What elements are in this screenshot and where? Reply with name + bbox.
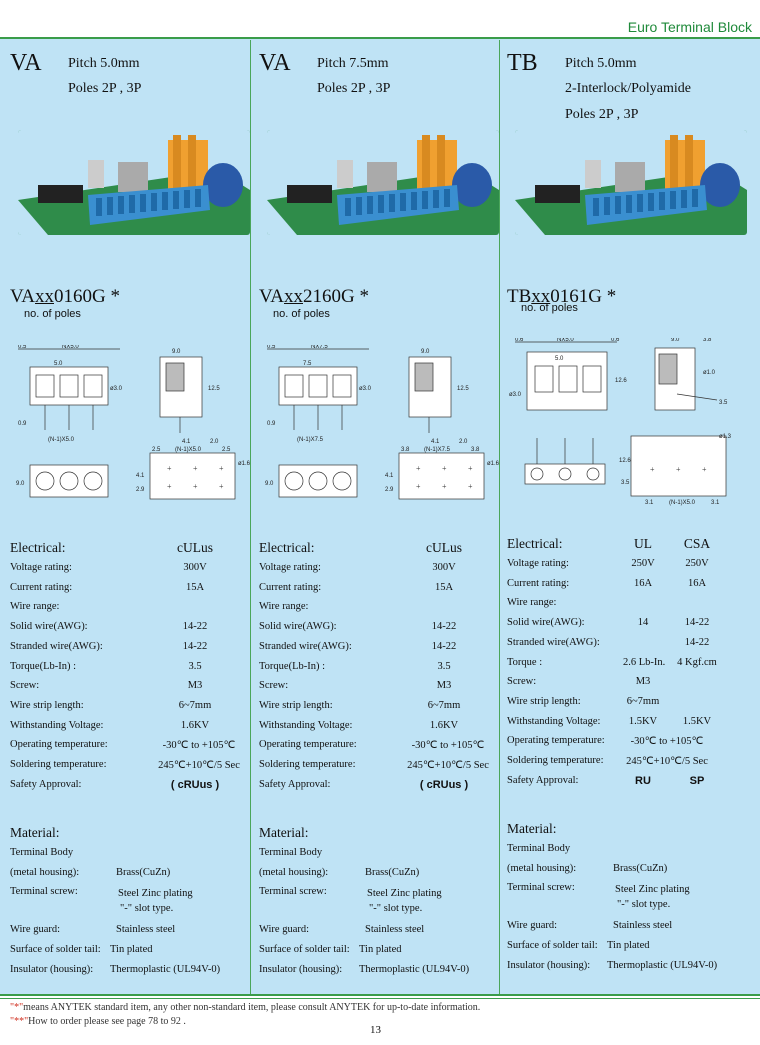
- dimension-drawing: [259, 345, 505, 515]
- spec-label: Screw:: [259, 680, 289, 692]
- material-heading: Material:: [10, 825, 60, 840]
- dimension-drawing: [507, 338, 753, 508]
- spec-label: Safety Approval:: [507, 774, 579, 786]
- svg-text:+: +: [468, 482, 473, 491]
- spec-value: 14-22: [684, 636, 710, 648]
- svg-text:+: +: [468, 464, 473, 473]
- spec-value: 6~7mm: [427, 699, 461, 711]
- dim-label: 0.9: [18, 421, 27, 427]
- dimension-drawing-area: [10, 345, 256, 520]
- spec-value: ( cRUus ): [170, 778, 220, 791]
- dim-label: 12.6: [619, 458, 631, 464]
- material-label: (metal housing):: [259, 867, 329, 878]
- dim-label: 2.5: [152, 447, 161, 453]
- material-label: Wire guard:: [507, 920, 558, 931]
- dim-label: NX5.0: [62, 345, 79, 350]
- material-label: Terminal Body: [259, 847, 323, 858]
- spec-value: 14-22: [431, 621, 457, 633]
- dim-label: 2.5: [222, 447, 231, 453]
- spec-value: 15A: [434, 581, 454, 593]
- material-value: "-" slot type.: [617, 899, 671, 910]
- spec-value: 250V: [631, 558, 655, 569]
- material-value: "-" slot type.: [120, 903, 174, 914]
- product-photo: [18, 130, 250, 235]
- model-number: TBxx0161G *: [507, 286, 617, 307]
- model-number: VAxx2160G *: [259, 286, 369, 307]
- dim-label: 2.0: [459, 439, 468, 445]
- material-value: Tin plated: [359, 944, 402, 955]
- spec-label: Stranded wire(AWG):: [259, 640, 352, 652]
- dim-label: 12.5: [208, 386, 220, 392]
- spec-value: 4 Kgf.cm: [677, 656, 717, 668]
- dim-label: 3.5: [719, 400, 728, 406]
- material-label: Surface of solder tail:: [10, 944, 101, 955]
- material-label: Terminal screw:: [507, 882, 575, 893]
- series-code: VA: [10, 50, 42, 76]
- spec-label: Voltage rating:: [259, 562, 321, 573]
- material-label: Wire guard:: [259, 924, 310, 935]
- spec-value: 15A: [185, 581, 205, 593]
- dim-label: 9.0: [671, 338, 680, 343]
- spec-value: M3: [635, 676, 651, 688]
- pcb-photo: [18, 130, 250, 235]
- dim-label: 0.6: [515, 338, 524, 343]
- spec-label: Screw:: [10, 680, 40, 692]
- material-value: Thermoplastic (UL94V-0): [359, 964, 470, 975]
- product-column-va-5: [10, 40, 256, 994]
- dim-label: 4.1: [136, 473, 145, 479]
- material-label: Insulator (housing):: [259, 964, 343, 975]
- spec-value: 300V: [432, 562, 456, 573]
- material-value: Thermoplastic (UL94V-0): [607, 960, 718, 971]
- spec-label: Current rating:: [259, 581, 322, 593]
- spec-label: Voltage rating:: [507, 558, 569, 569]
- series-spec: Poles 2P , 3P: [565, 107, 639, 122]
- dim-label: NX7.5: [311, 345, 328, 350]
- spec-value: M3: [187, 680, 203, 692]
- dim-label: 0.9: [267, 421, 276, 427]
- svg-text:+: +: [167, 464, 172, 473]
- dim-label: 9.0: [265, 481, 274, 487]
- material-value: Steel Zinc plating: [367, 888, 442, 899]
- dim-label: 3.8: [703, 338, 712, 343]
- svg-text:+: +: [676, 465, 681, 474]
- dimension-drawing-area: [259, 345, 505, 520]
- spec-label: Current rating:: [10, 581, 73, 593]
- dim-label: 2.9: [136, 487, 145, 493]
- spec-value: 14-22: [431, 640, 457, 652]
- spec-value: 14: [637, 617, 649, 629]
- svg-text:+: +: [219, 482, 224, 491]
- dim-label: 9.0: [16, 481, 25, 487]
- material-label: Insulator (housing):: [10, 964, 94, 975]
- dim-label: 9.0: [421, 349, 430, 355]
- spec-value: 6~7mm: [626, 695, 660, 707]
- svg-text:+: +: [416, 464, 421, 473]
- spec-label: Stranded wire(AWG):: [10, 640, 103, 652]
- material-label: Insulator (housing):: [507, 960, 591, 971]
- dimension-drawing: [10, 345, 256, 515]
- series-code: TB: [507, 50, 538, 76]
- spec-label: Wire range:: [507, 597, 557, 609]
- material-value: "-" slot type.: [369, 903, 423, 914]
- dim-label: 9.0: [172, 349, 181, 355]
- spec-value: 1.5KV: [628, 715, 658, 727]
- spec-label: Safety Approval:: [10, 778, 82, 790]
- dim-label: 4.1: [385, 473, 394, 479]
- svg-text:+: +: [193, 482, 198, 491]
- spec-label: Solid wire(AWG):: [507, 617, 585, 629]
- spec-value: 2.6 Lb-In.: [623, 656, 666, 668]
- spec-value: SP: [689, 774, 705, 787]
- material-label: Wire guard:: [10, 924, 61, 935]
- dim-label: (N-1)X5.0: [175, 447, 202, 453]
- dim-label: ø3.0: [509, 392, 522, 398]
- pcb-photo: [267, 130, 499, 235]
- svg-text:+: +: [442, 482, 447, 491]
- dim-label: 5.0: [54, 361, 63, 367]
- material-value: Brass(CuZn): [365, 867, 420, 878]
- dim-label: 3.8: [471, 447, 480, 453]
- spec-value: 1.5KV: [682, 715, 712, 727]
- dim-label: 0.5: [18, 345, 27, 350]
- spec-label: Soldering temperature:: [10, 759, 107, 770]
- spec-label: Wire strip length:: [507, 695, 581, 707]
- series-code: VA: [259, 50, 291, 76]
- dim-label: 3.1: [645, 500, 654, 506]
- spec-label: Wire range:: [259, 601, 309, 613]
- product-photo: [267, 130, 499, 235]
- series-spec: Pitch 5.0mm: [68, 56, 140, 71]
- spec-value: RU: [635, 774, 651, 787]
- electrical-heading: Electrical:: [507, 536, 563, 551]
- material-heading: Material:: [507, 821, 557, 836]
- pcb-photo: [515, 130, 747, 235]
- material-label: Terminal screw:: [10, 886, 78, 897]
- svg-text:+: +: [442, 464, 447, 473]
- spec-label: Solid wire(AWG):: [10, 621, 88, 633]
- material-label: (metal housing):: [507, 863, 577, 874]
- dim-label: ø1.6: [487, 461, 500, 467]
- spec-label: Withstanding Voltage:: [259, 719, 353, 731]
- svg-text:+: +: [167, 482, 172, 491]
- electrical-heading: Electrical:: [259, 540, 315, 555]
- spec-value: ( cRUus ): [419, 778, 469, 791]
- spec-value: 14-22: [182, 621, 208, 633]
- spec-value: 300V: [183, 562, 207, 573]
- material-label: Terminal Body: [507, 843, 571, 854]
- material-label: Terminal screw:: [259, 886, 327, 897]
- page-number: 13: [370, 1024, 381, 1036]
- spec-label: Soldering temperature:: [259, 759, 356, 770]
- material-value: Steel Zinc plating: [118, 888, 193, 899]
- spec-label: Operating temperature:: [10, 739, 108, 751]
- dim-label: 7.5: [303, 361, 312, 367]
- material-value: Stainless steel: [613, 920, 673, 931]
- footnote-standard: "*"means ANYTEK standard item, any other non-standard item, please consult ANYTEK for up-to-date information.: [10, 1002, 481, 1013]
- page-title: Euro Terminal Block: [627, 19, 752, 35]
- spec-value: 1.6KV: [180, 719, 210, 731]
- spec-label: Wire strip length:: [259, 699, 333, 711]
- dim-label: 4.1: [431, 439, 440, 445]
- cert-header: UL: [634, 536, 652, 551]
- dim-label: 0.6: [611, 338, 620, 343]
- material-label: Surface of solder tail:: [259, 944, 350, 955]
- spec-label: Wire strip length:: [10, 699, 84, 711]
- material-value: Tin plated: [607, 940, 650, 951]
- bottom-rule-thin: [0, 998, 760, 999]
- svg-text:+: +: [416, 482, 421, 491]
- poles-note: no. of poles: [24, 308, 81, 320]
- spec-label: Voltage rating:: [10, 562, 72, 573]
- dim-label: ø3.0: [359, 386, 372, 392]
- spec-value: 3.5: [188, 660, 202, 672]
- series-spec: Poles 2P , 3P: [317, 81, 391, 96]
- spec-value: 14-22: [684, 617, 710, 629]
- spec-value: 16A: [687, 577, 707, 589]
- cert-header: cULus: [426, 540, 462, 555]
- spec-value: 16A: [633, 577, 653, 589]
- bottom-rule: [0, 994, 760, 996]
- product-column-va-7-5: [259, 40, 505, 994]
- spec-value: M3: [436, 680, 452, 692]
- svg-text:+: +: [193, 464, 198, 473]
- spec-label: Withstanding Voltage:: [507, 715, 601, 727]
- dim-label: 2.0: [210, 439, 219, 445]
- spec-label: Current rating:: [507, 577, 570, 589]
- spec-value: 250V: [685, 558, 709, 569]
- spec-value: 245℃+10℃/5 Sec: [626, 756, 708, 767]
- dim-label: 3.5: [621, 480, 630, 486]
- svg-text:+: +: [650, 465, 655, 474]
- dim-label: NX5.0: [557, 338, 574, 343]
- poles-note: no. of poles: [273, 308, 330, 320]
- spec-value: 3.5: [437, 660, 451, 672]
- spec-value: 6~7mm: [178, 699, 212, 711]
- product-photo: [515, 130, 747, 235]
- dim-label: 5.0: [555, 356, 564, 362]
- dim-label: 2.9: [385, 487, 394, 493]
- material-label: Surface of solder tail:: [507, 940, 598, 951]
- spec-value: 14-22: [182, 640, 208, 652]
- spec-label: Wire range:: [10, 601, 60, 613]
- dim-label: 4.1: [182, 439, 191, 445]
- spec-label: Solid wire(AWG):: [259, 621, 337, 633]
- spec-label: Operating temperature:: [507, 735, 605, 747]
- dim-label: (N-1)X7.5: [424, 447, 451, 453]
- spec-value: 1.6KV: [429, 719, 459, 731]
- series-spec: Pitch 7.5mm: [317, 56, 389, 71]
- spec-label: Torque(Lb-In) :: [10, 660, 77, 672]
- spec-value: 245℃+10℃/5 Sec: [407, 760, 489, 771]
- footnote-order: "**"How to order please see page 78 to 92 .: [10, 1016, 186, 1027]
- product-column-tb: [507, 40, 753, 994]
- material-value: Stainless steel: [116, 924, 176, 935]
- dim-label: 3.8: [401, 447, 410, 453]
- spec-label: Torque :: [507, 656, 543, 668]
- material-heading: Material:: [259, 825, 309, 840]
- svg-text:+: +: [702, 465, 707, 474]
- dim-label: 0.5: [267, 345, 276, 350]
- model-number: VAxx0160G *: [10, 286, 120, 307]
- material-value: Steel Zinc plating: [615, 884, 690, 895]
- cert-header: CSA: [683, 536, 711, 551]
- material-label: (metal housing):: [10, 867, 80, 878]
- material-value: Tin plated: [110, 944, 153, 955]
- top-rule: [0, 37, 760, 39]
- dim-label: (N-1)X7.5: [297, 437, 324, 443]
- electrical-heading: Electrical:: [10, 540, 66, 555]
- dim-label: ø3.0: [110, 386, 123, 392]
- material-value: Brass(CuZn): [116, 867, 171, 878]
- dim-label: (N-1)X5.0: [48, 437, 75, 443]
- cert-header: cULus: [177, 540, 213, 555]
- spec-label: Safety Approval:: [259, 778, 331, 790]
- spec-label: Operating temperature:: [259, 739, 357, 751]
- spec-label: Soldering temperature:: [507, 755, 604, 766]
- spec-label: Screw:: [507, 676, 537, 688]
- dim-label: 3.1: [711, 500, 720, 506]
- spec-label: Torque(Lb-In) :: [259, 660, 326, 672]
- series-spec: 2-Interlock/Polyamide: [565, 81, 691, 96]
- spec-label: Withstanding Voltage:: [10, 719, 104, 731]
- svg-text:+: +: [219, 464, 224, 473]
- material-value: Stainless steel: [365, 924, 425, 935]
- spec-value: -30℃ to +105℃: [630, 736, 704, 748]
- material-value: Brass(CuZn): [613, 863, 668, 874]
- dim-label: ø1.0: [703, 370, 716, 376]
- dim-label: (N-1)X5.0: [669, 500, 696, 506]
- spec-value: 245℃+10℃/5 Sec: [158, 760, 240, 771]
- material-label: Terminal Body: [10, 847, 74, 858]
- spec-value: -30℃ to +105℃: [411, 740, 485, 752]
- spec-label: Stranded wire(AWG):: [507, 636, 600, 648]
- series-spec: Pitch 5.0mm: [565, 56, 637, 71]
- dim-label: ø1.6: [238, 461, 251, 467]
- dimension-drawing-area: [507, 338, 753, 513]
- dim-label: ø1.3: [719, 434, 732, 440]
- material-value: Thermoplastic (UL94V-0): [110, 964, 221, 975]
- dim-label: 12.5: [457, 386, 469, 392]
- spec-value: -30℃ to +105℃: [162, 740, 236, 752]
- poles-note: no. of poles: [521, 302, 578, 314]
- series-spec: Poles 2P , 3P: [68, 81, 142, 96]
- dim-label: 12.6: [615, 378, 627, 384]
